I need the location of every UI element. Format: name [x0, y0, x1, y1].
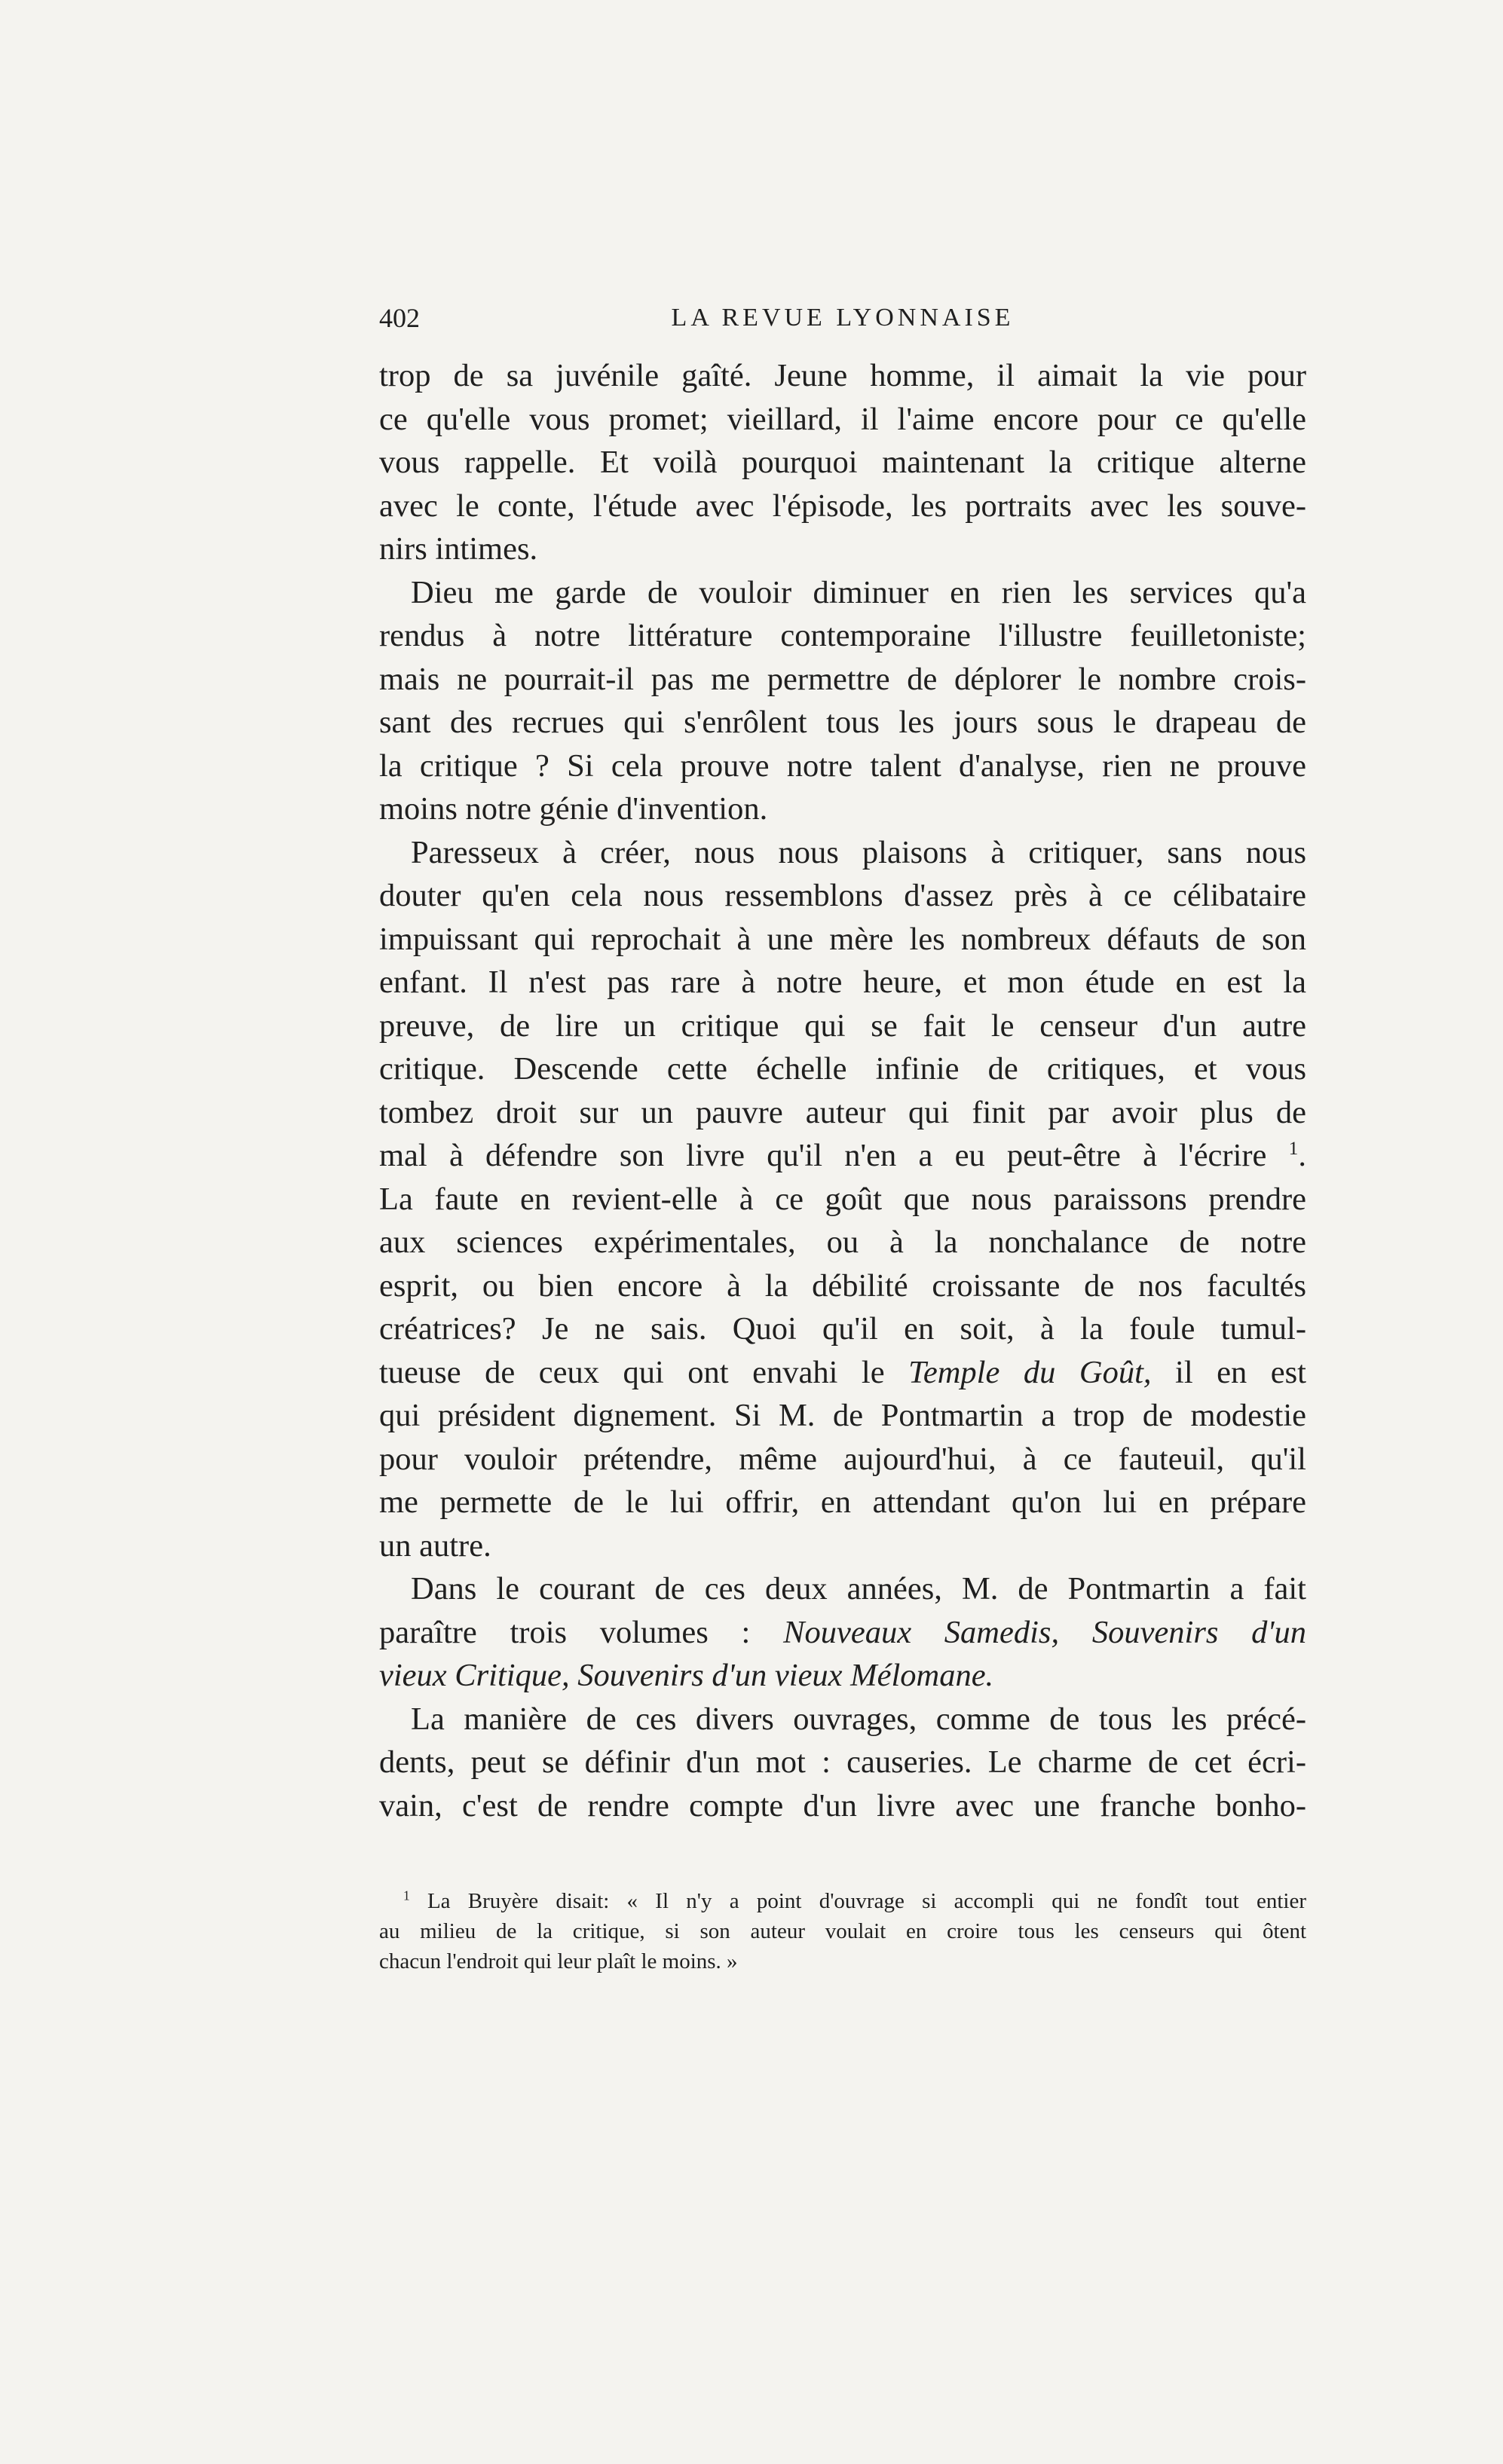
text-line: un autre.	[379, 1527, 491, 1564]
text-line: La manière de ces divers ouvrages, comme de tous les précé-	[411, 1701, 1306, 1737]
footnote-line: chacun l'endroit qui leur plaît le moins. »	[379, 1949, 738, 1973]
page-header	[379, 295, 1306, 341]
line-text: il en est	[1151, 1354, 1306, 1390]
text-line	[379, 1611, 1306, 1655]
text-line	[379, 1351, 1306, 1395]
text-line: créatrices? Je ne sais. Quoi qu'il en soit, à la foule tumul-	[379, 1311, 1306, 1347]
italic-title: Nouveaux Samedis, Souvenirs d'un	[783, 1614, 1306, 1650]
text-line: preuve, de lire un critique qui se fait le censeur d'un autre	[379, 1007, 1306, 1044]
line-text: mal à défendre son livre qu'il n'en a eu peut-être à l'écrire	[379, 1138, 1267, 1173]
running-title: LA REVUE LYONNAISE	[671, 304, 1015, 332]
text-line: aux sciences expérimentales, ou à la nonchalance de notre	[379, 1224, 1306, 1260]
italic-title: vieux Critique, Souvenirs d'un vieux Mélomane.	[379, 1658, 994, 1693]
text-line: tombez droit sur un pauvre auteur qui finit par avoir plus de	[379, 1094, 1306, 1130]
footnote-reference: 1	[1288, 1136, 1299, 1159]
text-line: nirs intimes.	[379, 531, 538, 567]
text-line: impuissant qui reprochait à une mère les nombreux défauts de son	[379, 921, 1306, 957]
footnote-line	[379, 1886, 1306, 1916]
text-line: Paresseux à créer, nous nous plaisons à critiquer, sans nous	[411, 834, 1306, 870]
text-line: la critique ? Si cela prouve notre talent d'analyse, rien ne prouve	[379, 747, 1306, 784]
footnote-text: La Bruyère disait: « Il n'y a point d'ouvrage si accompli qui ne fondît tout entier	[427, 1889, 1306, 1913]
line-text: paraître trois volumes :	[379, 1614, 751, 1650]
text-line: Dans le courant de ces deux années, M. de Pontmartin a fait	[411, 1571, 1306, 1606]
text-line: critique. Descende cette échelle infinie de critiques, et vous	[379, 1051, 1306, 1087]
text-line: La faute en revient-elle à ce goût que nous paraissons prendre	[379, 1181, 1306, 1217]
main-text	[379, 354, 1306, 1827]
text-line: douter qu'en cela nous ressemblons d'assez près à ce célibataire	[379, 878, 1306, 913]
text-line-with-footnote-ref: mal à défendre son livre qu'il n'en a eu peut-être à l'écrire $^1$.	[379, 1136, 1306, 1173]
line-text: tueuse de ceux qui ont envahi le	[379, 1354, 885, 1390]
text-line: vous rappelle. Et voilà pourquoi maintenant la critique alterne	[379, 445, 1306, 480]
text-line: moins notre génie d'invention.	[379, 791, 768, 827]
text-line: me permette de le lui offrir, en attendant qu'on lui en prépare	[379, 1484, 1306, 1520]
footnote-marker: 1	[403, 1888, 410, 1903]
text-line: Dieu me garde de vouloir diminuer en rien les services qu'a	[411, 574, 1306, 610]
text-line: avec le conte, l'étude avec l'épisode, les portraits avec les souve-	[379, 488, 1306, 524]
italic-title: Temple du Goût,	[908, 1354, 1152, 1390]
text-line: ce qu'elle vous promet; vieillard, il l'aime encore pour ce qu'elle	[379, 401, 1306, 437]
text-line: sant des recrues qui s'enrôlent tous les jours sous le drapeau de	[379, 705, 1306, 740]
text-line: pour vouloir prétendre, même aujourd'hui, à ce fauteuil, qu'il	[379, 1441, 1306, 1477]
text-line: vain, c'est de rendre compte d'un livre avec une franche bonho-	[379, 1787, 1306, 1824]
footnote-line: au milieu de la critique, si son auteur voulait en croire tous les censeurs qui ôtent	[379, 1919, 1306, 1943]
footnote	[379, 1886, 1306, 1976]
text-line: rendus à notre littérature contemporaine l'illustre feuilletoniste;	[379, 618, 1306, 653]
text-line: dents, peut se définir d'un mot : causeries. Le charme de cet écri-	[379, 1744, 1306, 1780]
text-line: mais ne pourrait-il pas me permettre de déplorer le nombre crois-	[379, 661, 1306, 697]
text-line	[379, 1654, 1306, 1698]
text-line: esprit, ou bien encore à la débilité croissante de nos facultés	[379, 1267, 1306, 1304]
text-line: trop de sa juvénile gaîté. Jeune homme, il aimait la vie pour	[379, 358, 1306, 393]
text-line: qui président dignement. Si M. de Pontmartin a trop de modestie	[379, 1398, 1306, 1433]
page-number: 402	[379, 303, 420, 333]
text-line: enfant. Il n'est pas rare à notre heure, et mon étude en est la	[379, 965, 1306, 1000]
